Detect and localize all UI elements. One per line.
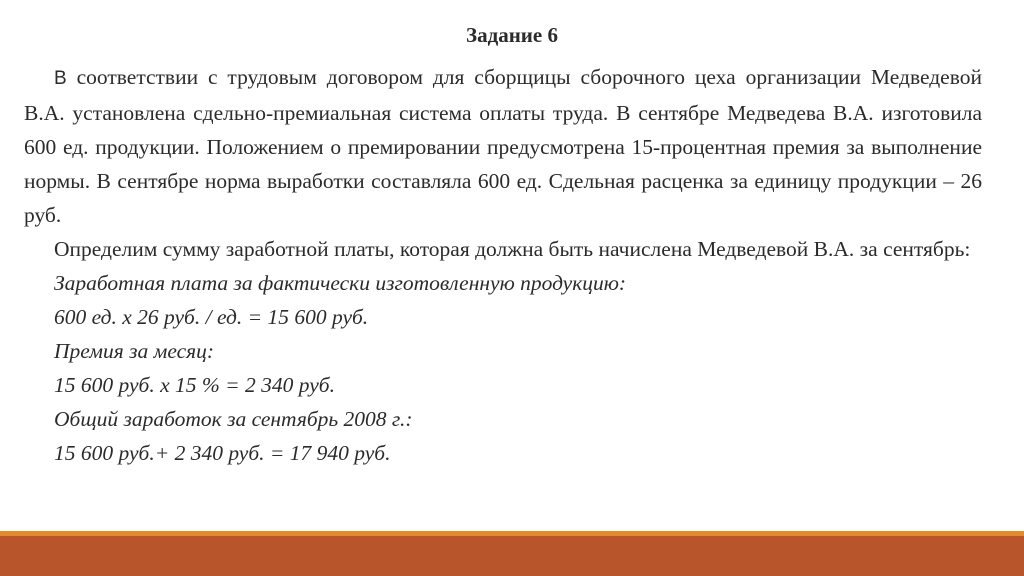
calc-line-total-label: Общий заработок за сентябрь 2008 г.: (54, 407, 413, 431)
task-description-paragraph (24, 60, 982, 232)
solution-intro-paragraph: Определим сумму заработной платы, которая должна быть начислена Медведевой В.А. за сентябрь: (54, 237, 971, 261)
paragraph-first-word: В (54, 68, 67, 89)
calc-line-total-formula: 15 600 руб.+ 2 340 руб. = 17 940 руб. (54, 441, 391, 465)
calc-line-bonus-label: Премия за месяц: (54, 339, 215, 363)
slide-title: Задание 6 (466, 23, 558, 47)
calc-line-wage-label: Заработная плата за фактически изготовленную продукцию: (54, 271, 627, 295)
calc-line-wage-formula: 600 ед. x 26 руб. / ед. = 15 600 руб. (54, 305, 369, 329)
slide-content (24, 60, 982, 470)
calc-line-bonus-formula: 15 600 руб. x 15 % = 2 340 руб. (54, 373, 335, 397)
paragraph-body: соответствии с трудовым договором для сборщицы сборочного цеха организации Медведевой В.А. установлена сдельно-премиальная система оплаты труда. В сентябре Медведева В.А. изготовила 600 ед. продукции. Положением о премировании предусмотрена 15-процентная премия за выполнение нормы. В сентябре норма выработки составляла 600 ед. Сдельная расценка за единицу продукции – 26 руб. (24, 65, 982, 227)
footer-bar (0, 531, 1024, 576)
